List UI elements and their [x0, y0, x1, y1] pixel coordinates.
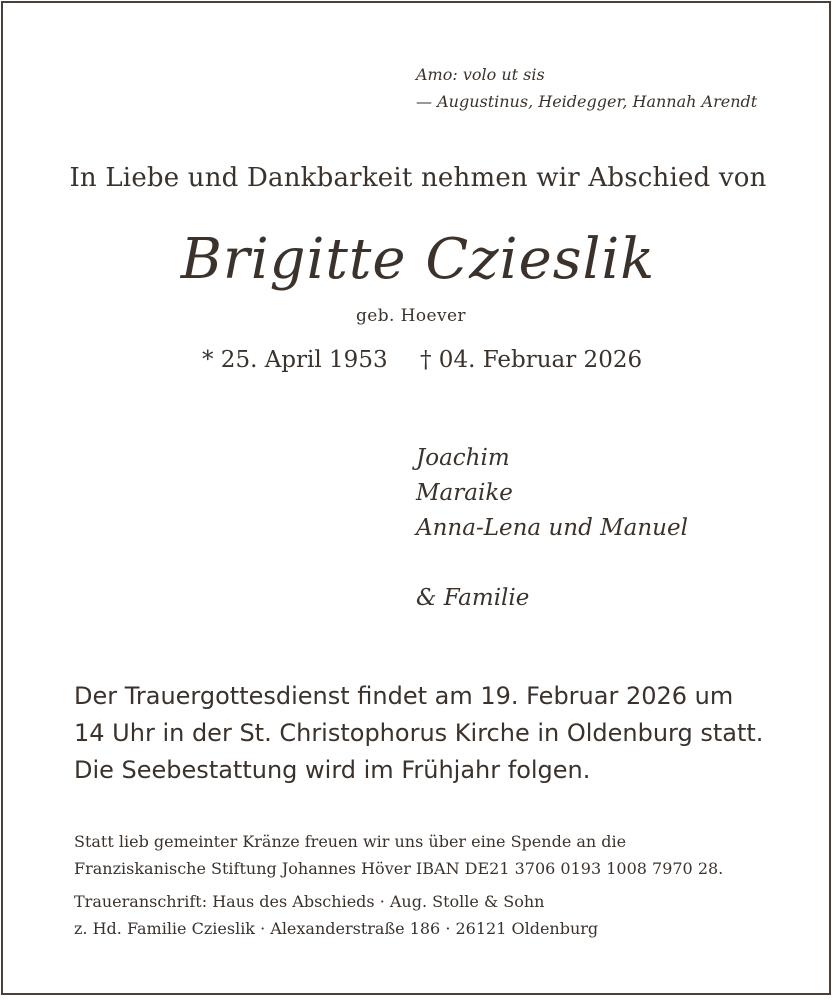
mourners-spacer: [416, 546, 688, 581]
service-line: Der Trauergottesdienst findet am 19. Februar 2026 um: [74, 682, 734, 710]
service-announcement: [74, 678, 763, 789]
mourner-name: Joachim: [416, 445, 510, 471]
intro-text: In Liebe und Dankbarkeit nehmen wir Abschied von: [69, 163, 767, 193]
address-line: Traueranschrift: Haus des Abschieds · Aug. Stolle & Sohn: [74, 892, 545, 911]
epigraph-text: Amo: volo ut sis: [416, 65, 545, 84]
birth-date: * 25. April 1953: [202, 347, 388, 373]
donation-line: Statt lieb gemeinter Kränze freuen wir uns über eine Spende an die: [74, 832, 627, 851]
deceased-name: Brigitte Czieslik: [180, 227, 656, 292]
service-line: 14 Uhr in der St. Christophorus Kirche in Oldenburg statt.: [74, 719, 764, 747]
mourner-name: Maraike: [416, 480, 513, 506]
life-dates: [0, 342, 836, 382]
donation-note: [74, 828, 723, 882]
mourners-family: & Familie: [416, 585, 530, 611]
deceased-name-block: [0, 215, 836, 330]
epigraph: [416, 61, 757, 115]
maiden-name: geb. Hoever: [356, 306, 466, 326]
service-line: Die Seebestattung wird im Frühjahr folgen.: [74, 756, 591, 784]
mourning-address: [74, 888, 598, 942]
death-date: † 04. Februar 2026: [420, 347, 643, 373]
mourners-list: [416, 441, 688, 616]
epigraph-attribution: — Augustinus, Heidegger, Hannah Arendt: [416, 92, 758, 111]
address-line: z. Hd. Familie Czieslik · Alexanderstraße 186 · 26121 Oldenburg: [74, 919, 599, 938]
donation-line: Franziskanische Stiftung Johannes Höver IBAN DE21 3706 0193 1008 7970 28.: [74, 859, 724, 878]
mourner-name: Anna-Lena und Manuel: [416, 515, 688, 541]
